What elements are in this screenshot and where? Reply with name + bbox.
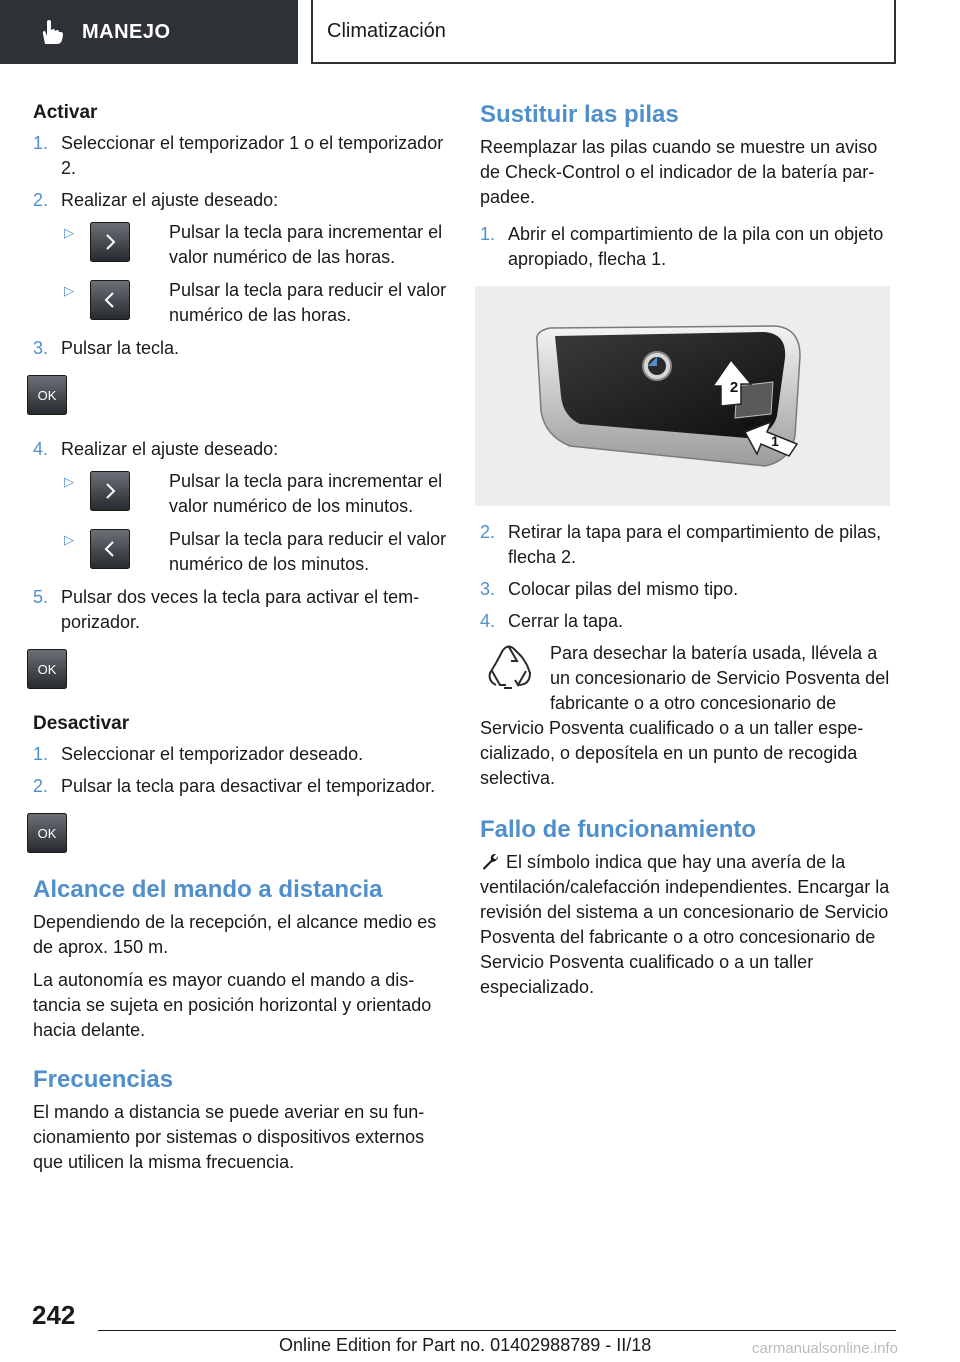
bullet-decrement-hours [61, 278, 448, 328]
bullet-text: Pulsar la tecla para incrementar el valor numérico de los minutos. [169, 471, 443, 516]
page-number: 242 [32, 1300, 76, 1330]
wrench-icon [480, 851, 500, 871]
alcance-paragraph-2: La autonomía es mayor cuando el mando a distancia se sujeta en posición horizontal y orientado hacia delante. [33, 970, 432, 1040]
step-text: Pulsar la tecla para desactivar el temporizador. [61, 776, 436, 796]
pilas-step-4 [480, 609, 898, 634]
pilas-paragraph: Reemplazar las pilas cuando se muestre un aviso de Check-Control o el indicador de la batería parpadee. [480, 137, 878, 207]
watermark: carmanualsonline.info [752, 1340, 898, 1357]
step-number: 1. [33, 744, 49, 764]
step-text: Pulsar dos veces la tecla para activar el temporizador. [61, 587, 420, 632]
bullet-increment-hours [61, 220, 448, 270]
step-number: 3. [480, 579, 496, 599]
triangle-bullet-icon: ▷ [64, 225, 74, 240]
step-text: Seleccionar el temporizador 1 o el temporizador 2. [61, 133, 444, 178]
bullet-text: Pulsar la tecla para reducir el valor numérico de los minutos. [169, 529, 447, 574]
ok-key-row-2 [27, 649, 448, 689]
svg-text:1: 1 [771, 433, 779, 449]
step-number: 4. [480, 611, 496, 631]
remote-key-battery-figure [475, 286, 890, 506]
bullet-text: Pulsar la tecla para incrementar el valor numérico de las horas. [169, 222, 443, 267]
ok-key-row-1 [27, 375, 448, 415]
pilas-heading: Sustituir las pilas [480, 101, 679, 128]
hand-icon [36, 17, 66, 47]
edition-text: Online Edition for Part no. 01402988789 - II/18 [279, 1335, 652, 1355]
triangle-bullet-icon: ▷ [64, 474, 74, 489]
svg-text:OK: OK [37, 662, 57, 677]
alcance-heading: Alcance del mando a distancia [33, 876, 383, 903]
chapter-tab [311, 0, 896, 64]
triangle-bullet-icon: ▷ [64, 283, 74, 298]
bullet-increment-minutes [61, 469, 448, 519]
recycle-note [480, 641, 898, 791]
step-text: Pulsar la tecla. [61, 338, 180, 358]
section-title: MANEJO [82, 20, 171, 43]
svg-text:2: 2 [729, 379, 739, 396]
pilas-step-3 [480, 577, 898, 602]
triangle-bullet-icon: ▷ [64, 532, 74, 547]
activar-step-5 [33, 585, 448, 635]
activar-step-2 [33, 188, 448, 213]
chevron-right-key-icon [90, 222, 130, 262]
step-number: 2. [33, 776, 49, 796]
ok-key-icon [27, 649, 67, 689]
step-text: Realizar el ajuste deseado: [61, 439, 279, 459]
chevron-right-key-icon [90, 471, 130, 511]
activar-step-3 [33, 336, 448, 361]
step-number: 3. [33, 338, 49, 358]
step-text: Abrir el compartimiento de la pila con un objeto apropiado, flecha 1. [508, 224, 884, 269]
bullet-text: Pulsar la tecla para reducir el valor numérico de las horas. [169, 280, 447, 325]
ok-key-icon [27, 375, 67, 415]
section-tab [0, 0, 298, 64]
chevron-left-key-icon [90, 529, 130, 569]
fallo-heading: Fallo de funcionamiento [480, 816, 757, 843]
step-text: Cerrar la tapa. [508, 611, 624, 631]
desactivar-step-2 [33, 774, 448, 799]
pilas-step-1 [480, 222, 898, 272]
step-number: 1. [480, 224, 496, 244]
step-number: 2. [480, 522, 496, 542]
recycle-text: Para desechar la batería usada, llévela a un concesionario de Servicio Posventa del fabricante o a otro concesionario de Servicio Posventa cualificado o a un taller especializado, o deposítela en un punto de recogida selectiva. [480, 643, 890, 788]
step-text: Retirar la tapa para el compartimiento de pilas, flecha 2. [508, 522, 882, 567]
bullet-decrement-minutes [61, 527, 448, 577]
chapter-title: Climatización [327, 19, 446, 42]
svg-text:OK: OK [37, 826, 57, 841]
ok-key-row-3 [27, 813, 448, 853]
step-number: 4. [33, 439, 49, 459]
ok-key-icon [27, 813, 67, 853]
remote-key-illustration [475, 286, 890, 506]
chevron-left-key-icon [90, 280, 130, 320]
recycle-icon [482, 641, 536, 695]
fallo-paragraph [480, 850, 898, 1000]
svg-text:OK: OK [37, 388, 57, 403]
right-column [480, 100, 898, 1008]
step-text: Seleccionar el temporizador deseado. [61, 744, 364, 764]
footer-divider [98, 1330, 896, 1331]
step-number: 5. [33, 587, 49, 607]
activar-step-1 [33, 131, 448, 181]
frecuencias-paragraph: El mando a distancia se puede averiar en su funcionamiento por sistemas o dispositivos externos que utilicen la misma frecuencia. [33, 1102, 425, 1172]
step-number: 1. [33, 133, 49, 153]
activar-step-4 [33, 437, 448, 462]
fallo-text: El símbolo indica que hay una avería de la ventilación/calefacción independientes. Encargar la revisión del sistema a un concesionario de Servicio Posventa del fabricante o a otro concesionario de Servicio Posventa cualificado o a un taller especializado. [480, 852, 890, 997]
step-number: 2. [33, 190, 49, 210]
pilas-step-2 [480, 520, 898, 570]
left-column [33, 100, 448, 1183]
step-text: Realizar el ajuste deseado: [61, 190, 279, 210]
activar-heading: Activar [33, 102, 98, 123]
desactivar-step-1 [33, 742, 448, 767]
desactivar-heading: Desactivar [33, 713, 130, 734]
alcance-paragraph-1: Dependiendo de la recepción, el alcance medio es de aprox. 150 m. [33, 912, 437, 957]
frecuencias-heading: Frecuencias [33, 1066, 174, 1093]
step-text: Colocar pilas del mismo tipo. [508, 579, 739, 599]
